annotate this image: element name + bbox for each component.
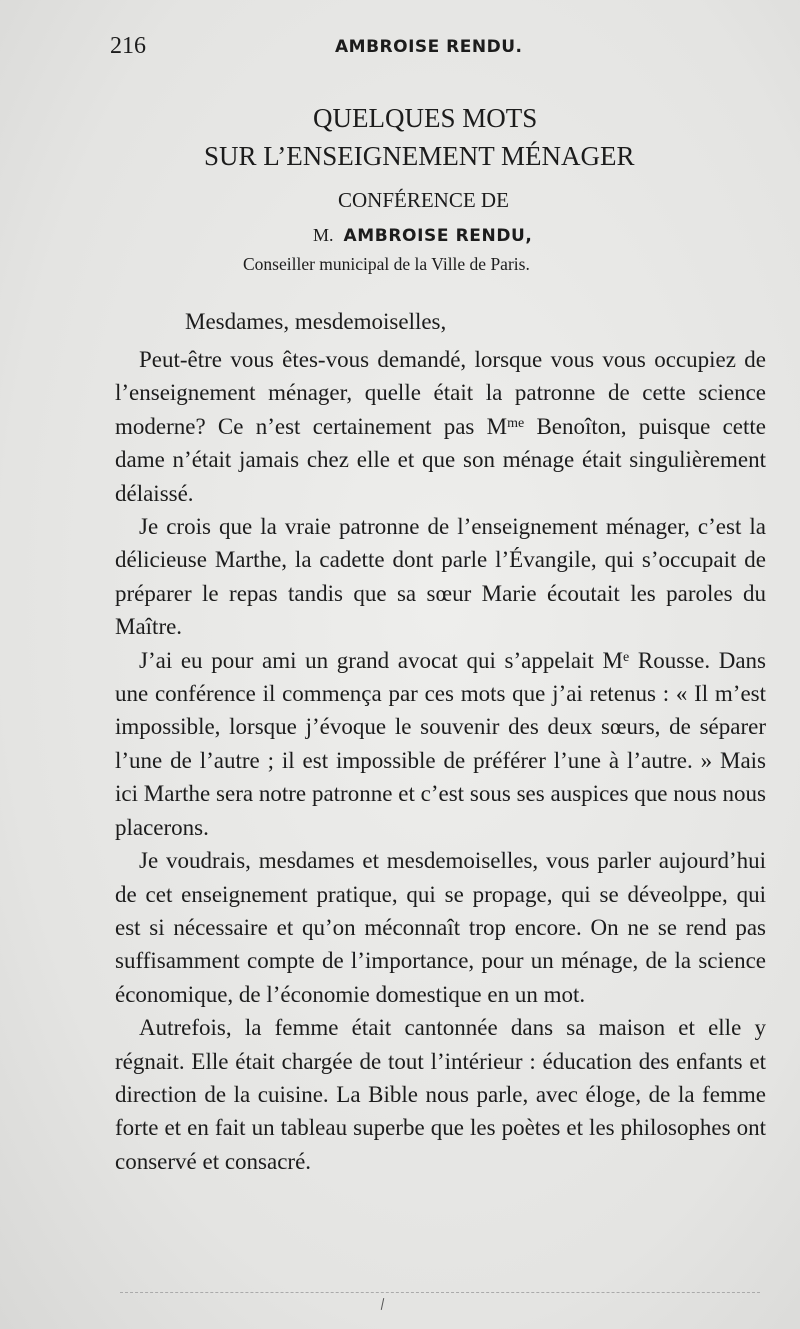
author-initial: M.	[313, 225, 334, 245]
body-text	[115, 343, 766, 1178]
page-bottom-mark	[381, 1298, 384, 1310]
page-number: 216	[110, 33, 146, 59]
page-bottom-rule	[120, 1292, 760, 1293]
paragraph-3-text-a: J’ai eu pour ami un grand avocat qui s’appelait M	[139, 647, 623, 673]
superscript-e: e	[623, 649, 630, 665]
author-affiliation: Conseiller municipal de la Ville de Paris.	[243, 254, 530, 274]
running-head: AMBROISE RENDU.	[335, 37, 523, 57]
paragraph-1-text-a: Peut-être vous êtes-vous demandé, lorsque vous vous occupiez de l’enseignement ménager, quelle était la patronne de cette science moderne? Ce n’est certainement pas M	[115, 347, 766, 439]
superscript-me: me	[507, 415, 525, 431]
paragraph-3-text-b: Rousse. Dans une conférence il commença par ces mots que j’ai retenus : « Il m’est impossible, lorsque j’évoque le souvenir des deux sœurs, de séparer l’une de l’autre ; il est impossible de préférer l’une à l’autre. » Mais ici Marthe sera notre patronne et c’est sous ses auspices que nous nous placerons.	[115, 647, 766, 840]
paragraph-2: Je crois que la vraie patronne de l’enseignement ménager, c’est la délicieuse Marthe, la cadette dont parle l’Évangile, qui s’occupait de préparer le repas tandis que sa sœur Marie écoutait les paroles du Maître.	[115, 514, 766, 640]
paragraph-1	[115, 343, 766, 510]
paragraph-5: Autrefois, la femme était cantonnée dans sa maison et elle y régnait. Elle était chargée de tout l’intérieur : éducation des enfants et direction de la cuisine. La Bible nous parle, avec éloge, de la femme forte et en fait un tableau superbe que les poètes et les philosophes ont conservé et consacré.	[115, 1015, 766, 1174]
article-title-line-2: SUR L’ENSEIGNEMENT MÉNAGER	[204, 141, 635, 171]
author-line	[313, 225, 533, 246]
conference-label: CONFÉRENCE DE	[338, 188, 509, 212]
article-title-line-1: QUELQUES MOTS	[313, 103, 538, 133]
paragraph-3	[115, 644, 766, 844]
salutation: Mesdames, mesdemoiselles,	[185, 309, 447, 334]
page-header	[110, 33, 770, 63]
paragraph-4: Je voudrais, mesdames et mesdemoiselles, vous parler aujourd’hui de cet enseignement pratique, qui se propage, qui se déveolppe, qui est si nécessaire et qu’on méconnaît trop encore. On ne se rend pas suffisamment compte de l’importance, pour un ménage, de la science économique, de l’économie domestique en un mot.	[115, 848, 766, 1007]
paragraph-1-text-b: Benoîton, puisque cette dame n’était jamais chez elle et que son ménage était singulièrement délaissé.	[115, 413, 766, 506]
author-name: AMBROISE RENDU,	[343, 226, 533, 246]
